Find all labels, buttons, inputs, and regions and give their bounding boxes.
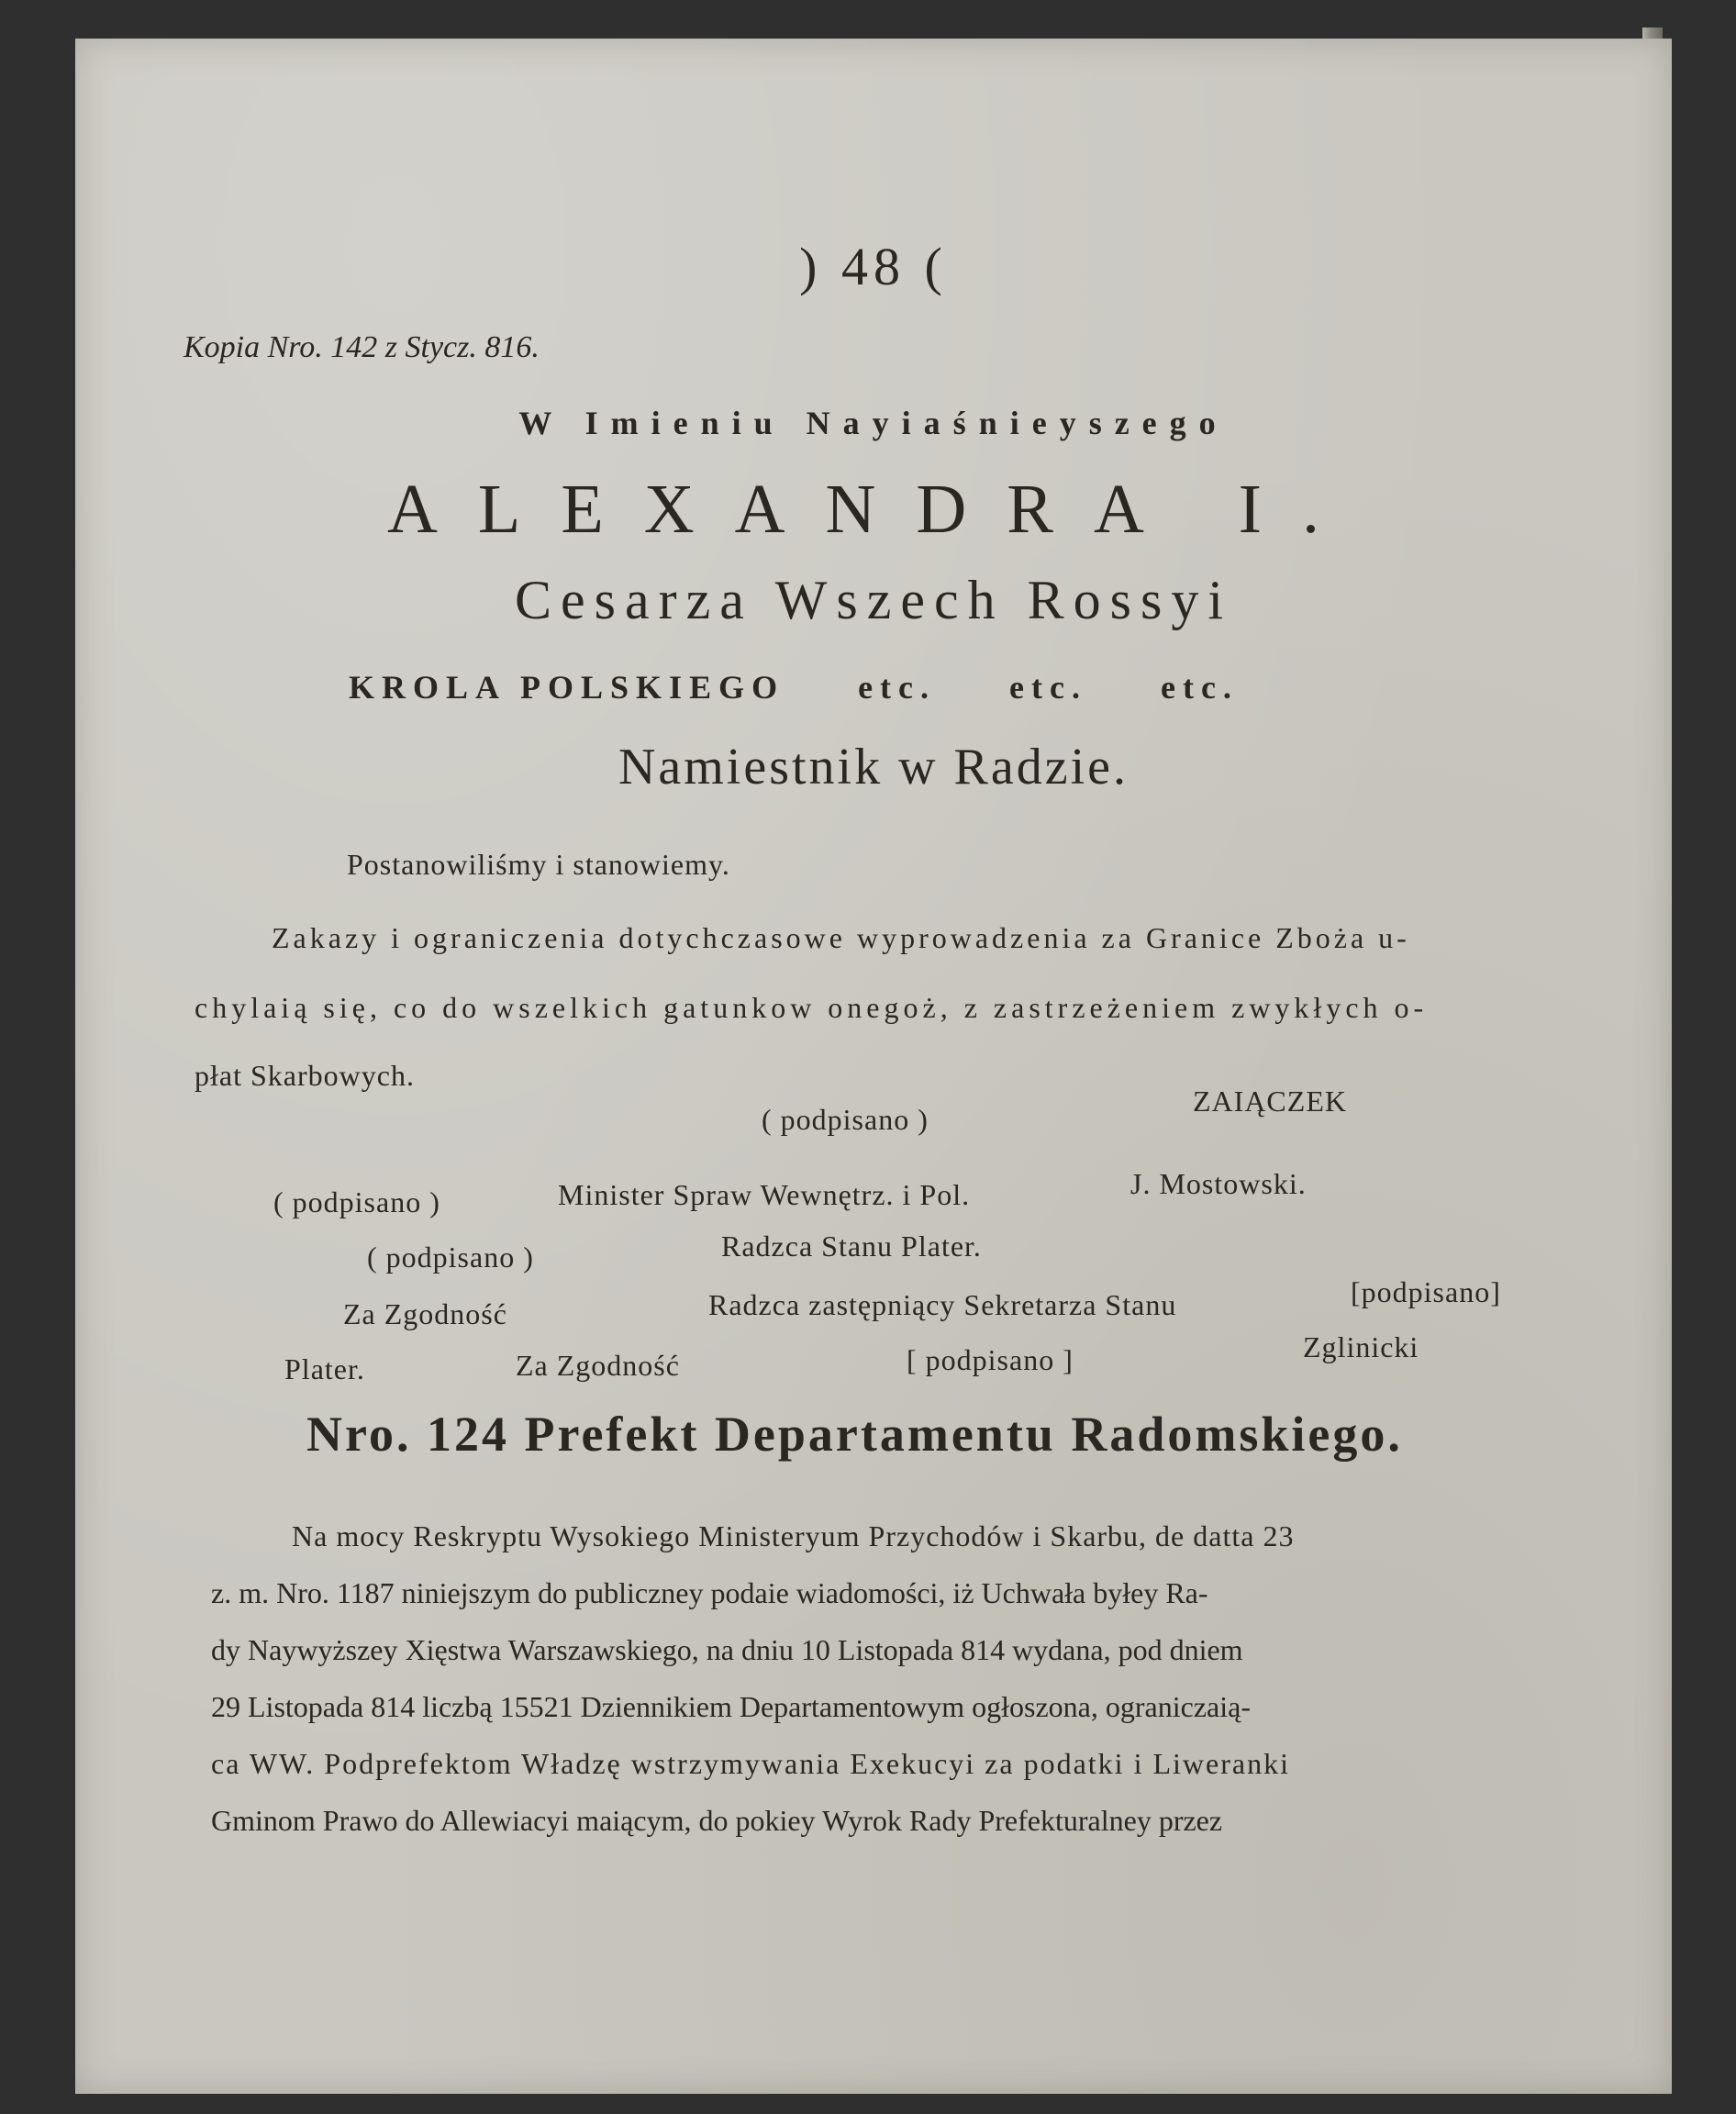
second-body-line-3: dy Naywyższey Xięstwa Warszawskiego, na dniu 10 Listopada 814 wydana, pod dniem	[211, 1633, 1243, 1666]
sig-row4-plater: Plater.	[284, 1352, 365, 1385]
sovereign-name: ALEXANDRA I.	[387, 471, 1360, 548]
sig-row3-secretary: Radzca zastępniący Sekretarza Stanu	[708, 1288, 1177, 1321]
second-heading: Nro. 124 Prefekt Departamentu Radomskiego.	[306, 1407, 1403, 1462]
invocation-line-3: Cesarza Wszech Rossyi	[514, 570, 1233, 630]
page	[75, 39, 1672, 2094]
sig-row1-minister: Minister Spraw Wewnętrz. i Pol.	[558, 1178, 971, 1211]
etc-1: etc.	[858, 669, 937, 706]
etc-2: etc.	[1009, 669, 1087, 706]
decree-line-2: chylaią się, co do wszelkich gatunkow onegoż, z zastrzeżeniem zwykłych o-	[195, 991, 1429, 1024]
sig-row4-za-zgodnosc: Za Zgodność	[516, 1349, 680, 1382]
invocation-line-4	[349, 668, 1239, 707]
sig-row1-signed: ( podpisano )	[273, 1185, 440, 1218]
invocation-line-1: W Imieniu Nayiaśnieyszego	[518, 405, 1229, 441]
second-body-line-6: Gminom Prawo do Allewiacyi maiącym, do pokiey Wyrok Rady Prefekturalney przez	[211, 1804, 1223, 1837]
second-body-line-5: ca WW. Podprefektom Władzę wstrzymywania Exekucyi za podatki i Liweranki	[211, 1747, 1290, 1780]
copy-reference: Kopia Nro. 142 z Stycz. 816.	[184, 330, 540, 364]
sig-row4-signed: [ podpisano ]	[907, 1343, 1074, 1376]
second-body-line-2: z. m. Nro. 1187 niniejszym do publiczney podaie wiadomości, iż Uchwała byłey Ra-	[211, 1576, 1208, 1609]
signed-center: ( podpisano )	[762, 1103, 929, 1136]
sig-row3-signed: [podpisano]	[1351, 1275, 1501, 1308]
sig-row2-signed: ( podpisano )	[367, 1241, 534, 1274]
decree-opening: Postanowiliśmy i stanowiemy.	[347, 848, 730, 881]
etc-3: etc.	[1160, 669, 1239, 706]
second-body-line-1: Na mocy Reskryptu Wysokiego Ministeryum Przychodów i Skarbu, de datta 23	[292, 1519, 1295, 1552]
sig-row4-name: Zglinicki	[1303, 1330, 1419, 1363]
namiestnik-heading: Namiestnik w Radzie.	[618, 739, 1130, 796]
king-title: KROLA POLSKIEGO	[349, 669, 785, 706]
sig-row3-za-zgodnosc: Za Zgodność	[343, 1297, 507, 1330]
page-number: ) 48 (	[799, 237, 948, 296]
decree-line-1: Zakazy i ograniczenia dotychczasowe wyprowadzenia za Granice Zboża u-	[272, 921, 1410, 954]
zalaczek: ZAIĄCZEK	[1193, 1085, 1347, 1118]
second-body-line-4: 29 Listopada 814 liczbą 15521 Dziennikiem Departamentowym ogłoszona, ograniczaią-	[211, 1690, 1251, 1723]
decree-line-3: płat Skarbowych.	[195, 1059, 415, 1092]
sig-row2-name: Radzca Stanu Plater.	[721, 1229, 982, 1263]
sig-row1-name: J. Mostowski.	[1130, 1167, 1307, 1200]
